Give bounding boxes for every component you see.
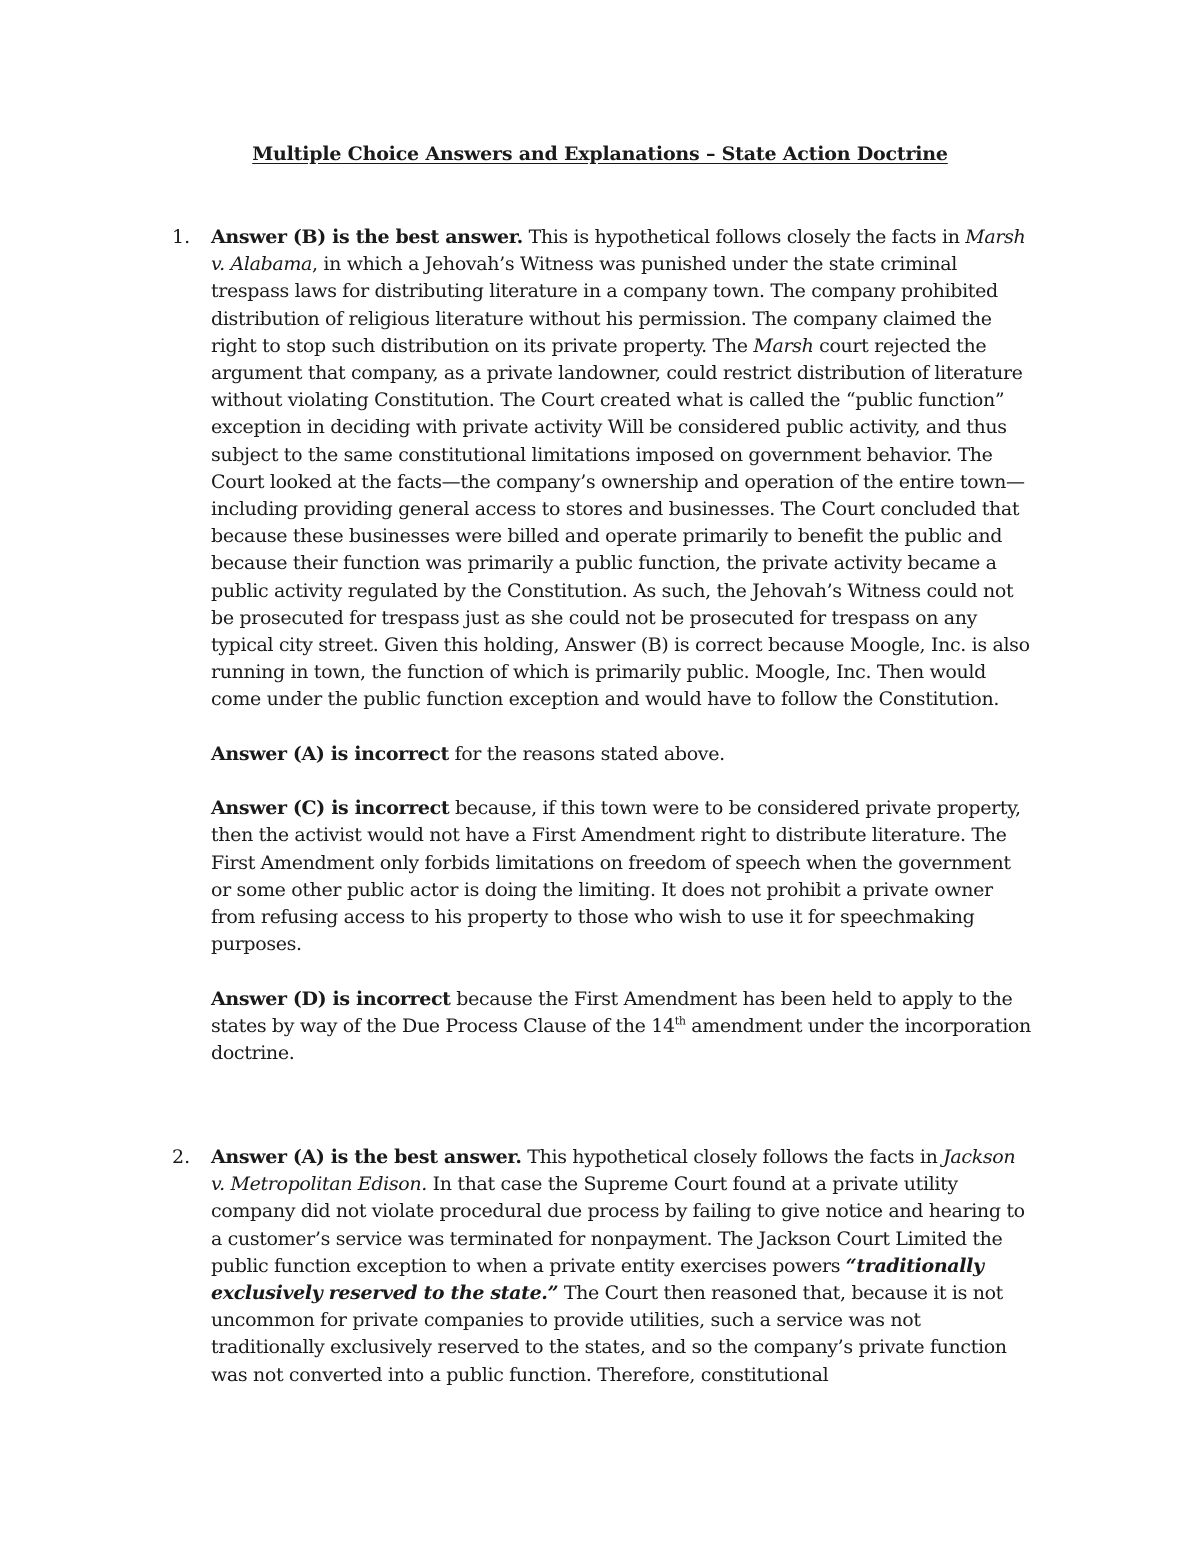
answer-verdict: Answer (B) is the best answer.	[211, 226, 523, 248]
item-body	[211, 224, 1031, 1067]
explanation-paragraph	[211, 986, 1031, 1068]
case-name: Marsh v. Alabama	[211, 226, 1026, 276]
text-run: This hypothetical closely follows the facts in	[521, 1146, 944, 1168]
answer-verdict: Answer (A) is the best answer.	[211, 1146, 522, 1168]
text-run: amendment under the incorporation doctrine.	[211, 1014, 1031, 1065]
item-number: 2.	[172, 1146, 191, 1168]
quoted-holding: “traditionally exclusively reserved to the state.”	[211, 1254, 984, 1305]
text-run: for the reasons stated above.	[448, 742, 725, 765]
explanation-paragraph	[211, 795, 1031, 958]
text-run: This is hypothetical follows closely the facts in	[522, 226, 966, 248]
text-run: In that case the Supreme Court found at a private utility company did not violate procedural due process by failing to give notice and hearing to a customer’s service was terminated for nonpayment. The Jackson Court Limited the public function exception to when a private entity exercises powers	[211, 1173, 1025, 1277]
item-body	[211, 1144, 1031, 1389]
text-run: court rejected the argument that company, as a private landowner, could restrict distribution of literature without violating Constitution. The Court created what is called the “public function” exception in deciding with private activity Will be considered public activity, and thus subject to the same constitutional limitations imposed on government behavior. The Court looked at the facts—the company’s ownership and operation of the entire town—including providing general access to stores and businesses. The Court concluded that because these businesses were billed and operate primarily to benefit the public and because their function was primarily a public function, the private activity became a public activity regulated by the Constitution. As such, the Jehovah’s Witness could not be prosecuted for trespass just as she could not be prosecuted for trespass on any typical city street. Given this holding, Answer (B) is correct because Moogle, Inc. is also running in town, the function of which is primarily public. Moogle, Inc. Then would come under the public function exception and would have to follow the Constitution.	[211, 334, 1030, 711]
explanation-paragraph	[211, 224, 1031, 714]
explanation-paragraph	[211, 1144, 1031, 1389]
answer-verdict: Answer (C) is incorrect	[211, 797, 450, 820]
text-run: because, if this town were to be considered private property, then the activist would not have a First Amendment right to distribute literature. The First Amendment only forbids limitations on freedom of speech when the government or some other public actor is doing the limiting. It does not prohibit a private owner from refusing access to his property to those who wish to use it for speechmaking purposes.	[211, 797, 1021, 956]
explanation-paragraph	[211, 741, 1031, 768]
text-run: , in which a Jehovah’s Witness was punished under the state criminal trespass laws for distributing literature in a company town. The company prohibited distribution of religious literature without his permission. The company claimed the right to stop such distribution on its private property. The	[211, 253, 998, 357]
answer-verdict: Answer (D) is incorrect	[211, 987, 451, 1010]
item-number: 1.	[172, 226, 191, 248]
case-name: Jackson v. Metropolitan Edison.	[211, 1146, 1016, 1196]
text-run: because the First Amendment has been held to apply to the states by way of the Due Process Clause of the 14	[211, 987, 1013, 1037]
case-name: Marsh	[753, 334, 814, 357]
answer-verdict: Answer (A) is incorrect	[211, 742, 449, 765]
text-run: The Court then reasoned that, because it is not uncommon for private companies to provide utilities, such a service was not traditionally exclusively reserved to the states, and so the company’s private function was not converted into a public function. Therefore, constitutional	[211, 1282, 1007, 1386]
document-title: Multiple Choice Answers and Explanations – State Action Doctrine	[252, 143, 948, 165]
ordinal-superscript: th	[674, 1014, 686, 1028]
